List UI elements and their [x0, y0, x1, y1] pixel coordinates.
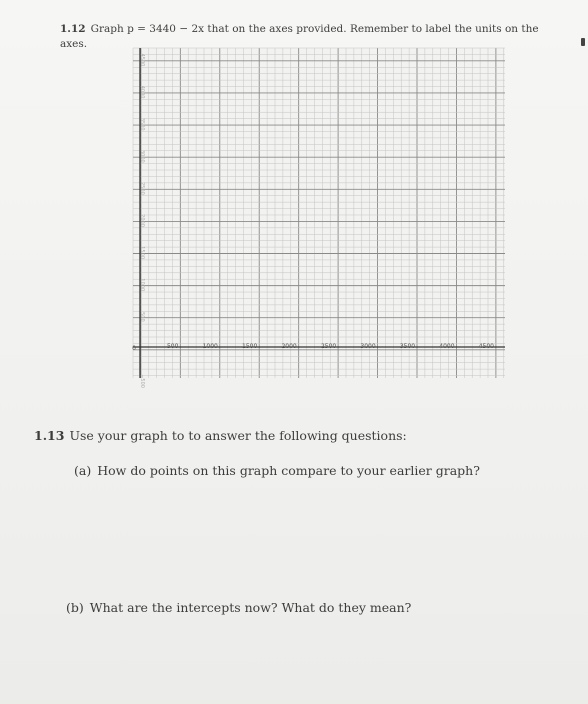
y-tick-label: 1000	[139, 278, 145, 292]
x-tick-label: 1000	[202, 343, 218, 350]
x-tick-label: 500	[166, 343, 179, 350]
y-tick-label: 1500	[139, 246, 145, 260]
y-tick-label: 3500	[139, 117, 145, 131]
question-b	[66, 600, 411, 615]
x-tick-label: 2500	[320, 343, 337, 350]
question-a-label: (a)	[74, 463, 92, 478]
y-tick-label: 4500	[139, 53, 145, 67]
question-b-text: What are the intercepts now? What do they mean?	[89, 600, 412, 615]
y-tick-label: 3000	[139, 149, 145, 163]
problem-1-13	[34, 428, 407, 443]
question-a	[74, 463, 480, 478]
problem-text: Graph p = 3440 − 2x that on the axes provided. Remember to label the units on the axes.	[60, 23, 539, 50]
x-tick-label: 2000	[281, 343, 297, 350]
x-tick-label: 4500	[478, 343, 494, 350]
origin-label: 0	[132, 345, 136, 352]
problem-text: Use your graph to to answer the following questions:	[69, 428, 407, 443]
y-tick-label: 4000	[139, 85, 145, 99]
problem-number: 1.13	[34, 428, 65, 443]
x-tick-label: 4000	[439, 343, 455, 350]
y-tick-label: −500	[139, 374, 145, 388]
x-tick-label: 3000	[360, 343, 376, 350]
grid-background	[133, 48, 505, 378]
question-b-label: (b)	[66, 600, 84, 615]
y-tick-label: 2500	[139, 182, 145, 195]
x-tick-label: 1500	[242, 343, 258, 350]
problem-number: 1.12	[60, 23, 86, 35]
y-tick-label: 500	[139, 312, 145, 322]
y-tick-label: 2000	[139, 214, 145, 227]
question-a-text: How do points on this graph compare to your earlier graph?	[97, 463, 480, 478]
paper-edge-mark	[581, 38, 585, 46]
x-tick-label: 3500	[399, 343, 416, 350]
